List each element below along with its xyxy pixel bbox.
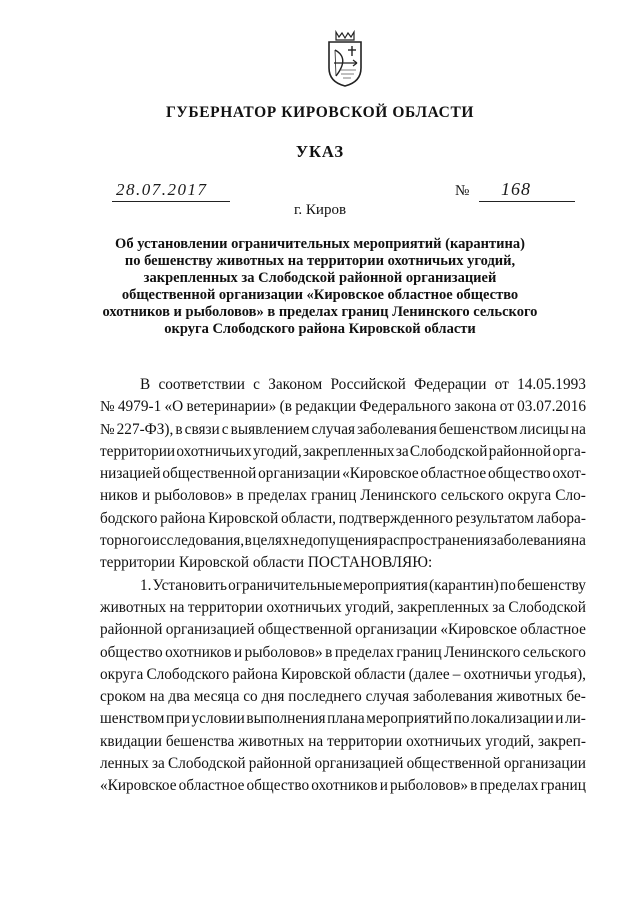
- body-line: [100, 552, 586, 574]
- body-word: за: [151, 755, 165, 773]
- body-word: организации: [258, 465, 341, 483]
- number-sign: №: [455, 183, 470, 199]
- body-word: закрепленных: [302, 442, 395, 460]
- body-word: №: [100, 398, 115, 416]
- body-word: ветеринарии»: [186, 398, 277, 416]
- body-word: (карантин): [429, 576, 499, 594]
- body-word: плана: [327, 710, 365, 728]
- body-word: «Кировское: [100, 777, 177, 795]
- body-word: бешенства: [165, 732, 235, 750]
- body-word: Законом: [268, 376, 323, 393]
- date-field: [112, 179, 230, 202]
- body-word: Российской: [330, 376, 406, 393]
- body-line: [100, 708, 586, 730]
- issuing-authority: ГУБЕРНАТОР КИРОВСКОЙ ОБЛАСТИ: [165, 104, 475, 121]
- body-word: лабора-: [536, 509, 586, 527]
- document-number: 168: [501, 179, 531, 199]
- body-line: [100, 508, 586, 530]
- body-word: В: [140, 376, 151, 393]
- body-word: ленных: [100, 755, 149, 773]
- body-word: охотничьих: [176, 442, 252, 460]
- body-line: [100, 575, 586, 597]
- body-word: рыболовов»: [154, 487, 233, 505]
- body-word: областное: [178, 777, 245, 795]
- body-line: [100, 396, 586, 418]
- body-word: областное: [520, 621, 586, 639]
- body-word: (в: [279, 398, 292, 416]
- body-word: на: [169, 598, 185, 616]
- body-word: месяца: [193, 688, 240, 706]
- body-line: [100, 619, 586, 641]
- body-line: [100, 642, 586, 664]
- body-word: в: [175, 420, 183, 438]
- body-word: два: [168, 688, 190, 706]
- document-type: УКАЗ: [295, 142, 345, 161]
- body-word: на: [149, 688, 165, 706]
- body-word: территории: [327, 732, 403, 750]
- body-word: 1.: [140, 576, 152, 594]
- body-word: общество: [100, 643, 163, 661]
- body-word: целях: [252, 532, 290, 550]
- body-word: угодий,: [485, 732, 535, 750]
- body-word: рыболовов»: [389, 777, 469, 795]
- body-word: и: [142, 487, 151, 505]
- body-word: в: [325, 643, 333, 661]
- body-word: общественной: [257, 621, 352, 639]
- body-word: районной: [100, 621, 163, 639]
- body-word: 4979-1: [117, 398, 162, 416]
- body-word: низацией: [100, 465, 161, 483]
- body-line: [100, 485, 586, 507]
- body-word: границ: [540, 777, 586, 795]
- body-word: –: [452, 665, 461, 683]
- body-word: закреп-: [537, 732, 586, 750]
- body-word: выполнения: [246, 710, 326, 728]
- body-word: общество: [246, 777, 310, 795]
- body-word: границ: [396, 643, 442, 661]
- body-word: торного: [100, 532, 152, 550]
- body-word: дня: [261, 688, 285, 706]
- body-word: на: [570, 420, 586, 438]
- body-word: выявлением: [230, 420, 310, 438]
- body-word: распространения: [378, 532, 491, 550]
- body-word: округа: [507, 487, 552, 505]
- body-word: при: [165, 710, 190, 728]
- title-line: Об установлении ограничительных мероприятий (карантина): [115, 236, 525, 252]
- body-line: [100, 441, 586, 463]
- body-word: в: [470, 777, 478, 795]
- body-word: территории: [100, 554, 179, 572]
- body-word: пределах: [479, 777, 539, 795]
- body-word: пределах: [247, 487, 307, 505]
- body-word: организации: [355, 621, 438, 639]
- body-word: ли-: [564, 710, 586, 728]
- title-line: по бешенству животных на территории охотничьих угодий,: [124, 253, 516, 269]
- body-line: [100, 775, 586, 797]
- body-word: общественной: [162, 465, 257, 483]
- title-line: закрепленных за Слободской районной организацией: [143, 270, 497, 286]
- body-word: рыболовов»: [244, 643, 323, 661]
- body-word: квидации: [100, 732, 162, 750]
- body-word: исследования,: [151, 532, 245, 550]
- body-word: общественной: [406, 755, 501, 773]
- body-word: заболевания: [490, 532, 571, 550]
- body-word: области,: [281, 509, 336, 527]
- body-word: от: [499, 398, 514, 416]
- body-word: соответствии: [158, 376, 245, 393]
- title-line: охотников и рыболовов» в пределах границ Ленинского сельского: [102, 304, 538, 320]
- body-word: случая: [311, 420, 356, 438]
- body-word: территории: [187, 598, 263, 616]
- body-word: области: [252, 554, 308, 572]
- body-word: охотников: [165, 643, 232, 661]
- body-word: охотников: [311, 777, 378, 795]
- body-word: района: [232, 665, 278, 683]
- body-word: на: [308, 732, 324, 750]
- body-word: районной: [488, 442, 552, 460]
- body-word: заболевания: [412, 688, 493, 706]
- body-word: Кировской: [280, 665, 352, 683]
- body-word: заболевания: [357, 420, 437, 438]
- body-word: результатом: [455, 509, 534, 527]
- body-word: охотничьих: [406, 732, 482, 750]
- body-word: недопущения: [290, 532, 379, 550]
- body-word: от: [494, 376, 509, 393]
- body-word: сроком: [100, 688, 146, 706]
- body-word: случая: [365, 688, 410, 706]
- body-word: 227-ФЗ),: [116, 420, 174, 438]
- body-word: организацией: [314, 755, 404, 773]
- body-word: Установить: [152, 576, 227, 594]
- body-word: №: [100, 420, 115, 438]
- body-line: [100, 731, 586, 753]
- number-field: [479, 179, 575, 202]
- body-word: Сло-: [555, 487, 586, 505]
- body-word: в: [244, 532, 252, 550]
- body-word: и: [233, 643, 243, 661]
- body-word: Федерации: [414, 376, 487, 393]
- body-word: бешенству: [516, 576, 586, 594]
- body-word: бешенством: [438, 420, 518, 438]
- coat-of-arms-icon: [326, 30, 364, 88]
- body-word: Ленинского: [444, 643, 521, 661]
- body-word: сельского: [522, 643, 586, 661]
- body-word: со: [243, 688, 258, 706]
- title-line: общественной организации «Кировское областное общество: [121, 287, 519, 303]
- body-word: Ленинского: [360, 487, 437, 505]
- body-word: Слободского: [146, 665, 230, 683]
- body-word: локализации: [471, 710, 554, 728]
- body-line: [100, 419, 586, 441]
- body-word: границ: [311, 487, 357, 505]
- body-word: округа: [100, 665, 144, 683]
- body-word: угодий,: [345, 598, 394, 616]
- body-line: [100, 753, 586, 775]
- body-word: охот-: [552, 465, 586, 483]
- body-word: (далее: [408, 665, 450, 683]
- body-line: [100, 686, 586, 708]
- body-word: по: [500, 576, 516, 594]
- document-body: [100, 374, 586, 798]
- body-word: охотничьих: [266, 598, 342, 616]
- body-word: орга-: [552, 442, 586, 460]
- body-word: закрепленных: [397, 598, 489, 616]
- issue-city: г. Киров: [293, 202, 347, 218]
- body-word: и: [379, 777, 388, 795]
- body-word: территории: [100, 442, 176, 460]
- body-word: 14.05.1993: [517, 376, 586, 393]
- body-word: областное: [420, 465, 487, 483]
- body-word: Федерального: [359, 398, 452, 416]
- body-word: связи: [184, 420, 220, 438]
- body-word: Кировской: [208, 509, 279, 527]
- body-word: подтвержденного: [338, 509, 453, 527]
- body-word: «Кировское: [440, 621, 517, 639]
- body-word: района: [160, 509, 206, 527]
- body-word: области: [354, 665, 406, 683]
- body-word: ПОСТАНОВЛЯЮ:: [307, 554, 433, 572]
- body-word: «О: [164, 398, 184, 416]
- body-word: лисицы: [519, 420, 569, 438]
- body-word: условии: [191, 710, 245, 728]
- body-line: [100, 374, 586, 396]
- body-word: бе-: [566, 688, 586, 706]
- body-word: закона: [454, 398, 497, 416]
- body-word: по: [453, 710, 470, 728]
- body-line: [100, 530, 586, 552]
- body-word: за: [492, 598, 506, 616]
- title-line: округа Слободского района Кировской области: [164, 321, 476, 337]
- body-word: мероприятия: [343, 576, 428, 594]
- body-word: общество: [487, 465, 551, 483]
- body-word: последнего: [288, 688, 362, 706]
- body-word: животных: [238, 732, 305, 750]
- body-word: 03.07.2016: [517, 398, 586, 416]
- body-word: пределах: [334, 643, 394, 661]
- body-word: редакции: [295, 398, 357, 416]
- body-word: на: [571, 532, 586, 550]
- document-title: [0, 236, 640, 338]
- body-word: угодий,: [252, 442, 302, 460]
- body-word: ников: [100, 487, 138, 505]
- body-word: бодского: [100, 509, 158, 527]
- body-word: и: [555, 710, 564, 728]
- body-word: Слободской: [409, 442, 488, 460]
- body-word: охотничьи: [463, 665, 532, 683]
- body-word: угодья),: [534, 665, 586, 683]
- body-word: организации: [503, 755, 586, 773]
- body-word: Слободской: [508, 598, 586, 616]
- body-word: мероприятий: [366, 710, 453, 728]
- body-line: [100, 463, 586, 485]
- body-word: сельского: [440, 487, 504, 505]
- body-word: шенством: [100, 710, 165, 728]
- body-word: с: [221, 420, 229, 438]
- body-word: животных: [496, 688, 563, 706]
- document-date: 28.07.2017: [116, 180, 208, 199]
- body-word: за: [395, 442, 409, 460]
- body-line: [100, 597, 586, 619]
- body-word: организацией: [165, 621, 255, 639]
- body-word: Кировской: [178, 554, 253, 572]
- body-word: в: [236, 487, 244, 505]
- body-word: ограничительные: [228, 576, 343, 594]
- body-line: [100, 664, 586, 686]
- body-word: Слободской: [168, 755, 246, 773]
- body-word: «Кировское: [342, 465, 419, 483]
- body-word: с: [253, 376, 260, 393]
- body-word: районной: [248, 755, 312, 773]
- body-word: животных: [100, 598, 167, 616]
